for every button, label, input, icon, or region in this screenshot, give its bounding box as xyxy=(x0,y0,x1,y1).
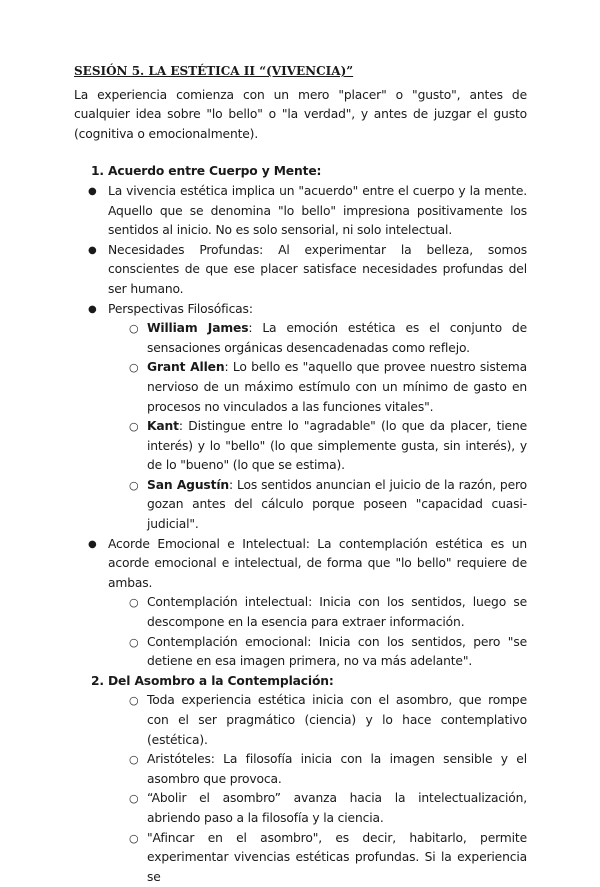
sub-item-text: : La emoción estética es el conjunto de sensaciones orgánicas desencadenadas como reflejo. xyxy=(147,321,527,355)
list-item-text: Perspectivas Filosóficas: xyxy=(108,301,253,316)
section-heading xyxy=(74,162,527,182)
sub-item-text: “Abolir el asombro” avanza hacia la intelectualización, abriendo paso a la filosofía y la ciencia. xyxy=(147,791,527,825)
circle-bullet-icon: ○ xyxy=(129,478,139,492)
sub-item-text: : Los sentidos anuncian el juicio de la razón, pero gozan antes del cálculo porque poseen "capacidad cuasi-judicial". xyxy=(147,477,528,532)
sub-list-item xyxy=(74,829,527,887)
sub-list-item xyxy=(74,633,527,672)
list-item-text: La vivencia estética implica un "acuerdo" entre el cuerpo y la mente. Aquello que se denomina "lo bello" impresiona positivamente los sentidos al inicio. No es solo sensorial, ni solo intelectual. xyxy=(108,183,527,238)
sub-list-item xyxy=(74,593,527,632)
main-list xyxy=(74,162,527,887)
circle-bullet-icon: ○ xyxy=(129,753,139,767)
list-item-text: Acorde Emocional e Intelectual: La contemplación estética es un acorde emocional e intelectual, de forma que "lo bello" requiere de ambas. xyxy=(108,536,527,590)
philosopher-name: Kant xyxy=(147,419,179,434)
circle-bullet-icon: ○ xyxy=(129,694,139,708)
list-item xyxy=(74,535,527,672)
section-1 xyxy=(74,162,527,671)
sub-item-text: "Afincar en el asombro", es decir, habitarlo, permite experimentar vivencias estéticas profundas. Si la experiencia se xyxy=(147,830,527,884)
sub-item-text: Toda experiencia estética inicia con el asombro, que rompe con el ser pragmático (ciencia) y lo hace contemplativo (estética). xyxy=(147,693,527,747)
circle-bullet-icon: ○ xyxy=(129,420,139,434)
list-item xyxy=(74,182,527,241)
section-number: 1. xyxy=(91,164,104,179)
sub-item-text: Aristóteles: La filosofía inicia con la imagen sensible y el asombro que provoca. xyxy=(147,752,527,786)
circle-bullet-icon: ○ xyxy=(129,596,139,610)
bullet-icon: ● xyxy=(88,185,97,197)
sub-item-text: Contemplación intelectual: Inicia con los sentidos, luego se descompone en la esencia para extraer información. xyxy=(147,595,527,630)
section-heading xyxy=(74,672,527,692)
section-heading-text: Del Asombro a la Contemplación: xyxy=(108,673,334,688)
circle-bullet-icon: ○ xyxy=(129,831,139,845)
sub-list-item xyxy=(74,476,527,535)
sub-list-item xyxy=(74,417,527,476)
sub-item-text: Contemplación emocional: Inicia con los sentidos, pero "se detiene en esa imagen primera, no va más adelante". xyxy=(147,634,527,669)
sub-list xyxy=(108,593,527,671)
sub-list-item xyxy=(74,319,527,358)
circle-bullet-icon: ○ xyxy=(129,792,139,806)
circle-bullet-icon: ○ xyxy=(129,322,139,336)
section-heading-text: Acuerdo entre Cuerpo y Mente: xyxy=(108,164,322,179)
sub-list xyxy=(74,691,527,887)
sub-list-item xyxy=(74,789,527,828)
philosopher-name: William James xyxy=(147,321,249,336)
list-item xyxy=(74,300,527,535)
section-2 xyxy=(74,672,527,887)
circle-bullet-icon: ○ xyxy=(129,361,139,375)
section-number: 2. xyxy=(91,673,104,688)
bullet-icon: ● xyxy=(88,538,97,550)
bullet-icon: ● xyxy=(88,303,97,315)
intro-paragraph: La experiencia comienza con un mero "placer" o "gusto", antes de cualquier idea sobre "lo bello" o "la verdad", y antes de juzgar el gusto (cognitiva o emocionalmente). xyxy=(74,87,527,141)
circle-bullet-icon: ○ xyxy=(129,635,139,649)
philosopher-name: Grant Allen xyxy=(147,360,225,375)
sub-item-text: : Distingue entre lo "agradable" (lo que da placer, tiene interés) y lo "bello" (lo que simplemente gusta, sin interés), y de lo "bueno" (lo que se estima). xyxy=(147,419,527,473)
bullet-list xyxy=(74,182,527,672)
document-title: SESIÓN 5. LA ESTÉTICA II “(VIVENCIA)” xyxy=(74,64,354,78)
sub-list xyxy=(108,319,527,535)
document-page xyxy=(74,62,527,887)
list-item xyxy=(74,241,527,300)
sub-item-text: : Lo bello es "aquello que provee nuestro sistema nervioso de un máximo estímulo con un mínimo de gasto en procesos no vinculados a las funciones vitales". xyxy=(147,360,527,414)
sub-list-item xyxy=(74,358,527,417)
sub-list-item xyxy=(74,691,527,750)
bullet-icon: ● xyxy=(88,244,97,256)
list-item-text: Necesidades Profundas: Al experimentar la belleza, somos conscientes de que ese placer satisface necesidades profundas del ser humano. xyxy=(108,242,527,296)
sub-list-item xyxy=(74,750,527,789)
philosopher-name: San Agustín xyxy=(147,477,230,492)
